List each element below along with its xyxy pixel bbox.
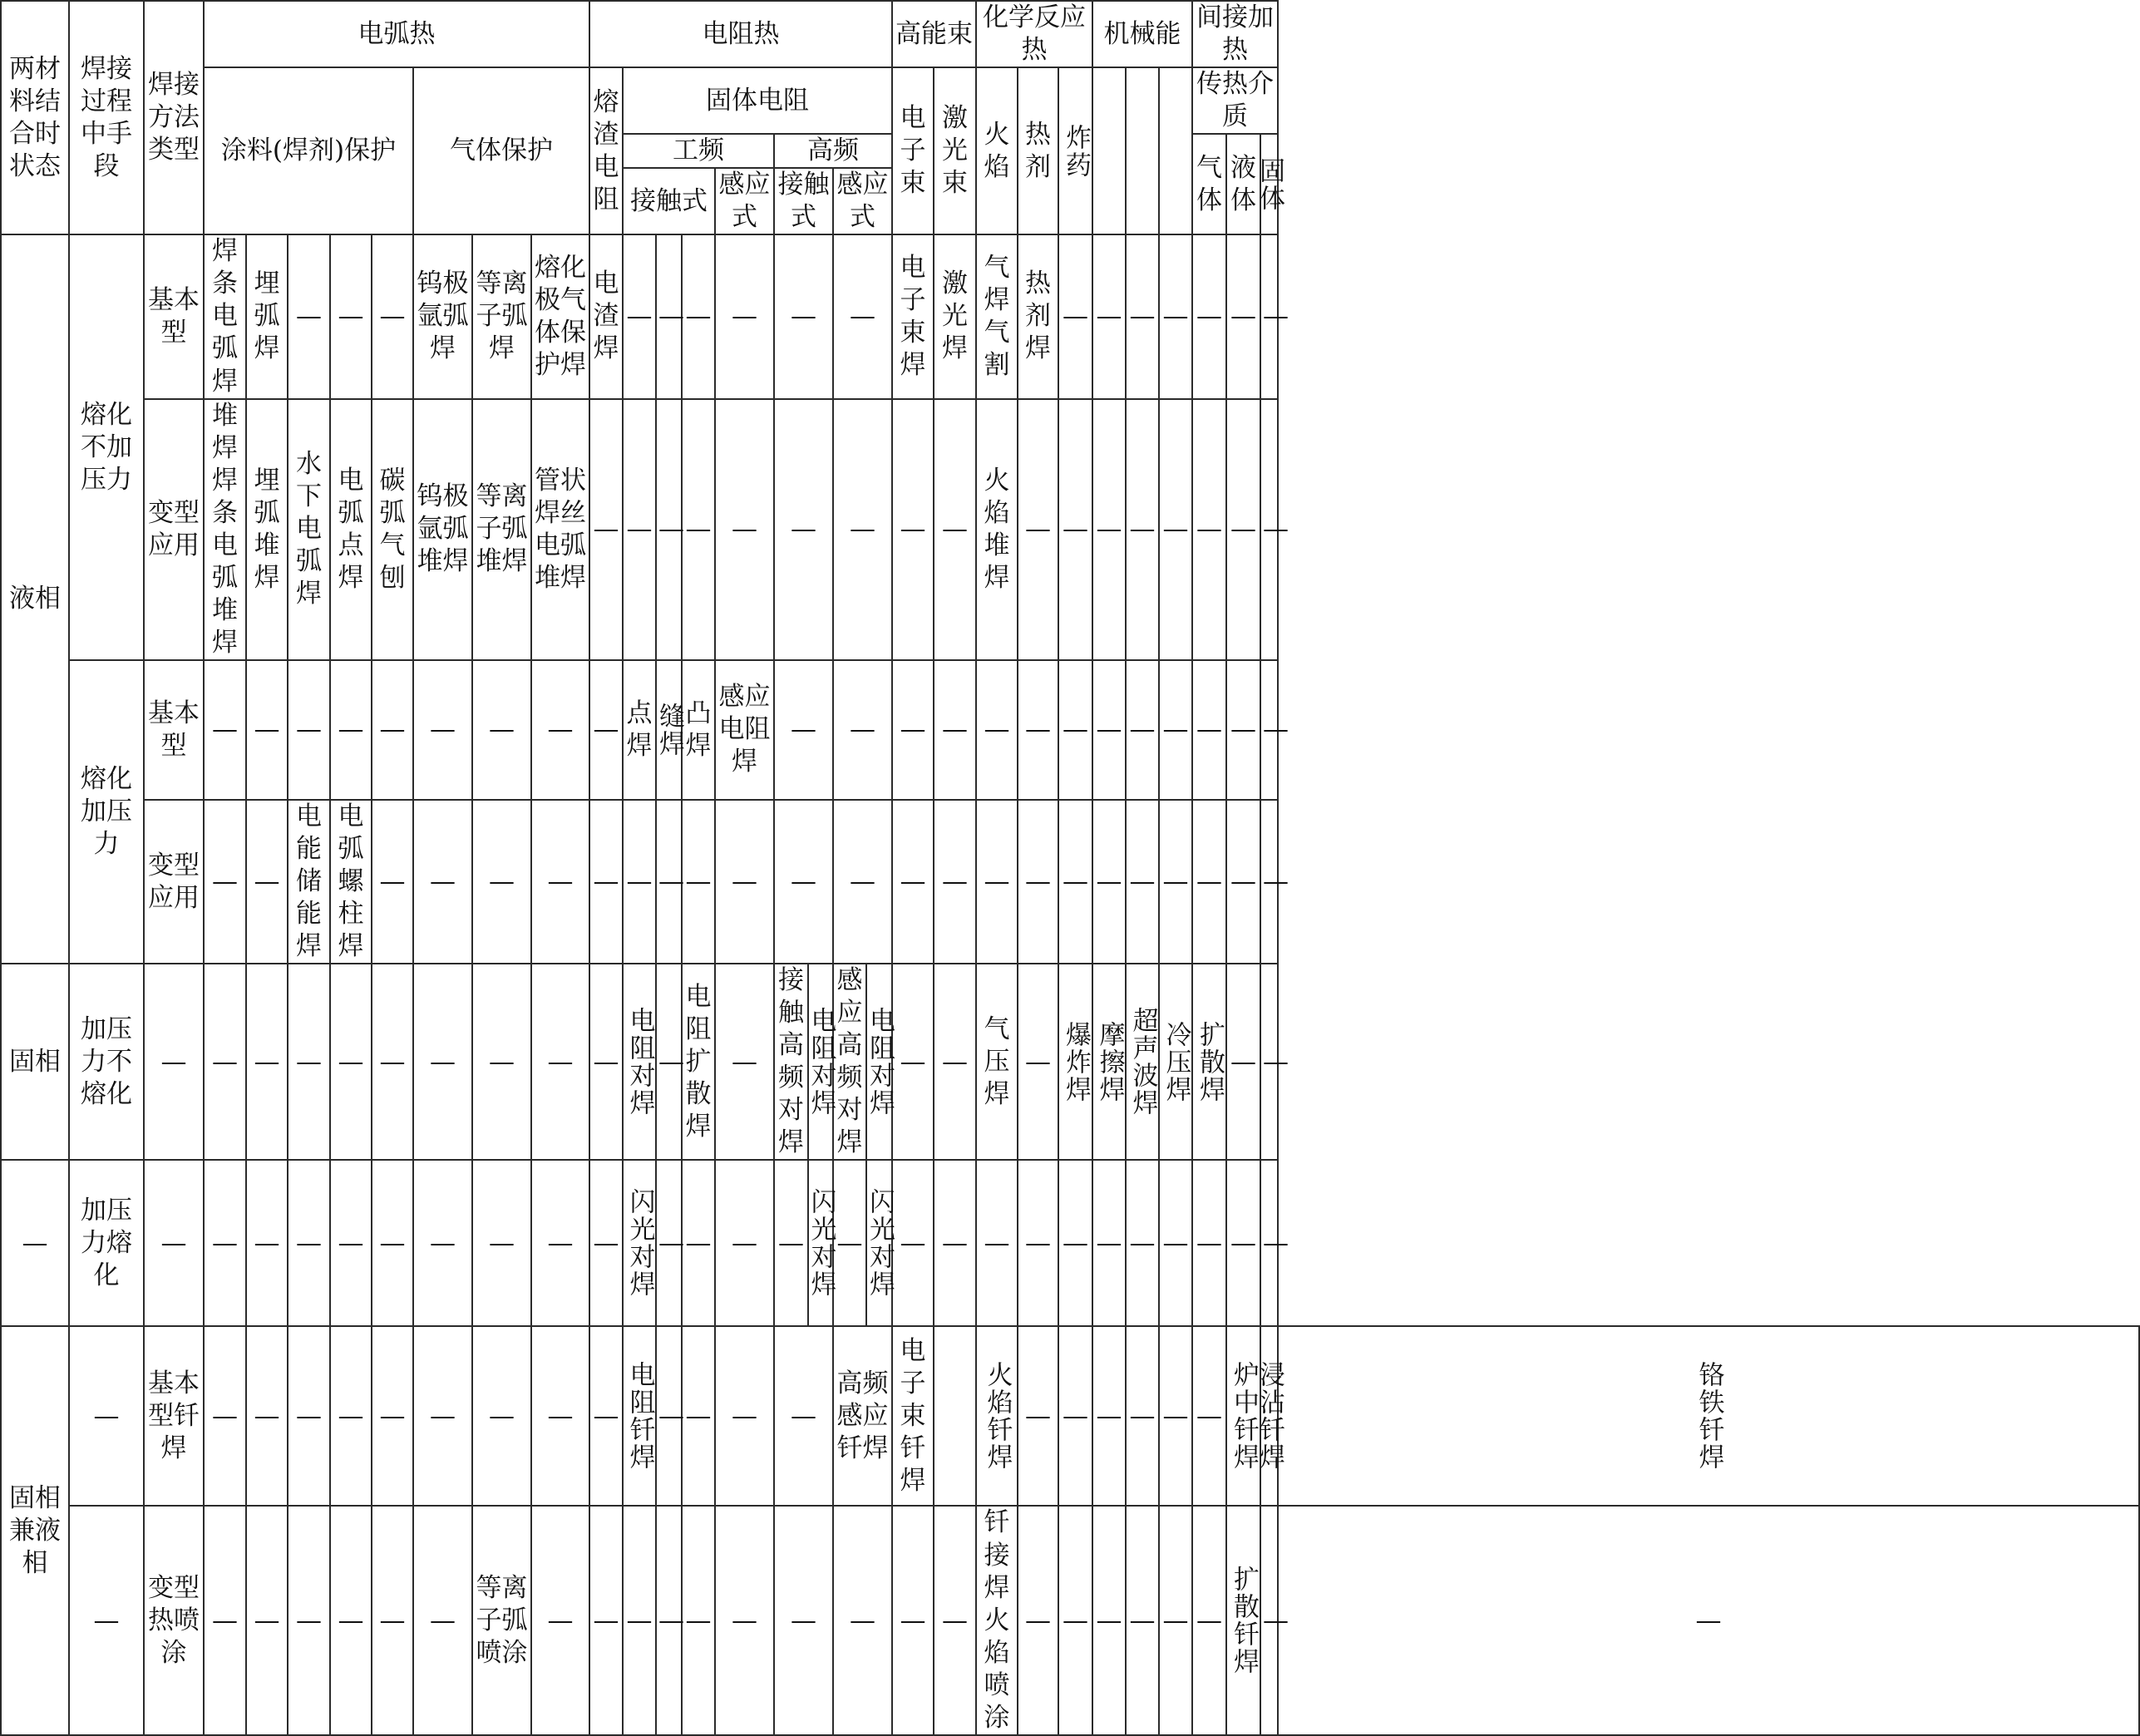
table-row	[1, 660, 2139, 800]
table-cell: —	[682, 800, 715, 964]
header-flame: 火焰	[976, 67, 1018, 234]
table-cell: —	[656, 964, 682, 1160]
table-cell: —	[1192, 660, 1226, 800]
table-cell: —	[413, 964, 472, 1160]
table-cell: —	[774, 660, 833, 800]
table-cell: —	[1159, 660, 1192, 800]
table-cell: —	[372, 660, 413, 800]
header-indirect: 间接加热	[1192, 1, 1278, 67]
table-cell: —	[656, 800, 682, 964]
header-mechanical: 机械能	[1092, 1, 1192, 67]
table-cell: —	[976, 800, 1018, 964]
table-cell: —	[1260, 800, 1278, 964]
table-cell: —	[1058, 1160, 1092, 1326]
table-cell: —	[1159, 1506, 1192, 1734]
table-cell: —	[246, 1506, 288, 1734]
table-cell: —	[288, 1506, 330, 1734]
table-cell: —	[246, 660, 288, 800]
table-cell: 堆焊焊条电弧堆焊	[204, 399, 246, 660]
table-cell: 感应高频对焊	[833, 964, 866, 1160]
table-cell: 电阻对焊	[808, 964, 833, 1160]
table-cell: —	[715, 399, 774, 660]
table-cell: —	[774, 399, 833, 660]
table-cell: 电子束焊	[892, 234, 934, 398]
table-cell: —	[330, 1160, 372, 1326]
table-cell: —	[288, 234, 330, 398]
table-cell: —	[330, 1506, 372, 1734]
table-cell: —	[330, 964, 372, 1160]
table-cell: —	[330, 660, 372, 800]
table-cell: 热剂焊	[1018, 234, 1058, 398]
table-cell: —	[589, 660, 623, 800]
table-cell: —	[774, 1326, 833, 1506]
group-melt-no-pressure: 熔化不加压力	[69, 234, 144, 660]
table-cell: 凸焊	[682, 660, 715, 800]
table-cell: —	[892, 1160, 934, 1326]
table-cell: 气压焊	[976, 964, 1018, 1160]
table-cell: —	[1092, 399, 1126, 660]
table-cell: —	[246, 1160, 288, 1326]
row-type: 变型应用	[144, 800, 204, 964]
table-cell: —	[892, 660, 934, 800]
table-cell: —	[1192, 1326, 1226, 1506]
table-cell: —	[1226, 399, 1260, 660]
table-cell: —	[246, 964, 288, 1160]
table-cell: —	[288, 964, 330, 1160]
table-cell: —	[715, 234, 774, 398]
table-cell: 火焰钎焊	[976, 1326, 1018, 1506]
table-cell: —	[330, 1326, 372, 1506]
table-cell: —	[204, 800, 246, 964]
table-cell: 电阻对焊	[623, 964, 656, 1160]
table-cell: —	[531, 1326, 589, 1506]
table-cell: 摩擦焊	[1092, 964, 1126, 1160]
table-cell: —	[1018, 399, 1058, 660]
table-cell: —	[715, 964, 774, 1160]
table-cell: 火焰堆焊	[976, 399, 1018, 660]
table-cell: —	[1018, 1326, 1058, 1506]
header-state: 两材料结合时状态	[1, 1, 69, 234]
table-row	[1, 964, 2139, 1160]
row-type: 基本型	[144, 234, 204, 398]
header-medium: 传热介质	[1192, 67, 1278, 134]
table-cell: —	[623, 1506, 656, 1734]
table-cell: —	[413, 1326, 472, 1506]
table-cell: —	[472, 964, 531, 1160]
table-cell: —	[833, 1160, 866, 1326]
table-cell: —	[1126, 1326, 1159, 1506]
table-row	[1, 234, 2139, 398]
table-cell: —	[1159, 1160, 1192, 1326]
table-cell: 浸沾钎焊	[1260, 1326, 1278, 1506]
table-cell: —	[1278, 1506, 2139, 1734]
table-cell: —	[623, 399, 656, 660]
table-cell: —	[833, 800, 892, 964]
table-cell: 等离子弧焊	[472, 234, 531, 398]
table-cell: —	[1058, 1506, 1092, 1734]
table-cell: —	[774, 800, 833, 964]
table-cell: —	[372, 1506, 413, 1734]
header-medium-solid: 固体	[1260, 134, 1278, 234]
table-cell: —	[1192, 1506, 1226, 1734]
table-cell: —	[1192, 800, 1226, 964]
table-cell: —	[1260, 1160, 1278, 1326]
header-induction-power: 感应式	[715, 168, 774, 234]
table-cell: 冷压焊	[1159, 964, 1192, 1160]
table-cell: —	[1018, 660, 1058, 800]
table-cell: —	[715, 1160, 774, 1326]
table-cell: —	[656, 1506, 682, 1734]
table-cell: —	[472, 1160, 531, 1326]
table-cell: —	[413, 660, 472, 800]
table-cell: —	[892, 1506, 934, 1734]
table-cell: —	[589, 1506, 623, 1734]
table-cell: —	[682, 234, 715, 398]
table-row	[1, 1506, 2139, 1734]
table-cell: 爆炸焊	[1058, 964, 1092, 1160]
table-cell: —	[288, 1326, 330, 1506]
table-cell: —	[934, 660, 976, 800]
header-coated: 涂料(焊剂)保护	[204, 67, 413, 234]
table-cell: —	[1092, 1506, 1126, 1734]
table-cell: 碳弧气刨	[372, 399, 413, 660]
table-cell: 电阻对焊	[866, 964, 892, 1160]
group-liquid: 液相	[1, 234, 69, 964]
table-cell: 水下电弧焊	[288, 399, 330, 660]
header-slag: 熔渣电阻	[589, 67, 623, 234]
table-cell: —	[1260, 964, 1278, 1160]
header-resistance-heat: 电阻热	[589, 1, 892, 67]
table-cell: 等离子弧堆焊	[472, 399, 531, 660]
header-laser: 激光束	[934, 67, 976, 234]
table-cell: —	[656, 1326, 682, 1506]
table-cell: —	[1159, 800, 1192, 964]
table-cell: —	[682, 1160, 715, 1326]
row-type: —	[144, 1160, 204, 1326]
table-cell: —	[774, 234, 833, 398]
table-cell: —	[1192, 1160, 1226, 1326]
table-cell: 感应电阻焊	[715, 660, 774, 800]
header-gas: 气体保护	[413, 67, 589, 234]
header-type: 焊接方法类型	[144, 1, 204, 234]
table-cell: —	[1058, 234, 1092, 398]
table-cell: —	[976, 1160, 1018, 1326]
table-cell: —	[682, 399, 715, 660]
table-cell: —	[623, 234, 656, 398]
table-cell: —	[1159, 234, 1192, 398]
header-thermit: 热剂	[1018, 67, 1058, 234]
table-cell: —	[472, 660, 531, 800]
group-pressure-no-melt: 加压力不熔化	[69, 964, 144, 1160]
table-cell: —	[934, 1506, 976, 1734]
table-cell: —	[1018, 800, 1058, 964]
header-contact-power: 接触式	[623, 168, 715, 234]
table-cell: —	[1192, 399, 1226, 660]
table-cell: —	[531, 1506, 589, 1734]
table-cell: —	[372, 1160, 413, 1326]
table-cell: —	[413, 1506, 472, 1734]
header-contact-hf: 接触式	[774, 168, 833, 234]
table-cell: 闪光对焊	[808, 1160, 833, 1326]
table-cell: —	[589, 800, 623, 964]
table-cell: —	[774, 1506, 833, 1734]
table-cell: —	[246, 1326, 288, 1506]
table-cell: —	[1226, 800, 1260, 964]
table-cell: —	[1126, 234, 1159, 398]
table-cell: —	[1226, 964, 1260, 1160]
table-cell: —	[833, 399, 892, 660]
table-row	[1, 1326, 2139, 1506]
table-cell: 电渣焊	[589, 234, 623, 398]
table-cell: —	[372, 800, 413, 964]
table-cell: 埋弧焊	[246, 234, 288, 398]
table-cell: —	[715, 1326, 774, 1506]
table-cell: —	[372, 964, 413, 1160]
header-medium-liquid: 液体	[1226, 134, 1260, 234]
table-cell: —	[1092, 234, 1126, 398]
table-cell: 超声波焊	[1126, 964, 1159, 1160]
group-dash: —	[1, 1160, 69, 1326]
table-cell: —	[1126, 800, 1159, 964]
header-chemical: 化学反应热	[976, 1, 1092, 67]
header-explosive: 炸药	[1058, 67, 1092, 234]
table-cell: —	[1260, 1506, 1278, 1734]
table-cell: —	[1092, 800, 1126, 964]
table-cell: 闪光对焊	[623, 1160, 656, 1326]
table-cell: —	[204, 964, 246, 1160]
table-cell: —	[1018, 964, 1058, 1160]
table-cell: —	[1058, 399, 1092, 660]
table-cell: —	[1226, 234, 1260, 398]
table-cell: 高频感应钎焊	[833, 1326, 892, 1506]
table-cell: —	[1092, 1326, 1126, 1506]
table-cell: —	[531, 660, 589, 800]
header-high-energy: 高能束	[892, 1, 976, 67]
table-cell: —	[1092, 1160, 1126, 1326]
table-cell: 闪光对焊	[866, 1160, 892, 1326]
table-cell: —	[413, 1160, 472, 1326]
group-solid: 固相	[1, 964, 69, 1160]
table-cell: —	[656, 234, 682, 398]
table-cell: 炉中钎焊	[1226, 1326, 1260, 1506]
header-solid-resistance: 固体电阻	[623, 67, 892, 134]
table-cell: —	[531, 1160, 589, 1326]
header-induction-hf: 感应式	[833, 168, 892, 234]
table-cell: —	[976, 660, 1018, 800]
table-cell: —	[682, 1326, 715, 1506]
table-cell: —	[246, 800, 288, 964]
table-cell: —	[288, 1160, 330, 1326]
table-cell: —	[934, 800, 976, 964]
table-cell: 埋弧堆焊	[246, 399, 288, 660]
row-type: 基本型	[144, 660, 204, 800]
table-cell: 熔化极气体保护焊	[531, 234, 589, 398]
table-cell: 电阻钎焊	[623, 1326, 656, 1506]
table-cell: —	[1159, 1326, 1192, 1506]
header-medium-gas: 气体	[1192, 134, 1226, 234]
table-cell: 电弧螺柱焊	[330, 800, 372, 964]
table-cell: —	[623, 800, 656, 964]
table-cell: —	[1058, 1326, 1092, 1506]
table-cell: 电弧点焊	[330, 399, 372, 660]
header-power-freq: 工频	[623, 134, 774, 168]
header-ebeam: 电子束	[892, 67, 934, 234]
table-cell: —	[1126, 660, 1159, 800]
table-cell: —	[1260, 660, 1278, 800]
table-cell: —	[934, 399, 976, 660]
table-cell: —	[330, 234, 372, 398]
table-cell: —	[934, 1160, 976, 1326]
table-cell: 点焊	[623, 660, 656, 800]
table-cell: —	[589, 964, 623, 1160]
table-cell: —	[1018, 1506, 1058, 1734]
table-cell: —	[1260, 399, 1278, 660]
table-cell: —	[833, 660, 892, 800]
header-high-freq: 高频	[774, 134, 892, 168]
table-cell: —	[472, 1326, 531, 1506]
table-cell: 接触高频对焊	[774, 964, 808, 1160]
table-cell: —	[1126, 1160, 1159, 1326]
table-cell: —	[1058, 800, 1092, 964]
table-cell: —	[1126, 1506, 1159, 1734]
table-cell: 钎接焊火焰喷涂	[976, 1506, 1018, 1734]
table-cell: —	[204, 1160, 246, 1326]
table-cell: 焊条电弧焊	[204, 234, 246, 398]
row-means: —	[69, 1326, 144, 1506]
table-cell: —	[589, 399, 623, 660]
table-cell: 扩散钎焊	[1226, 1506, 1260, 1734]
table-cell: —	[892, 964, 934, 1160]
row-type: 基本型钎焊	[144, 1326, 204, 1506]
table-cell: —	[934, 964, 976, 1160]
table-cell: —	[1260, 234, 1278, 398]
table-cell: —	[1092, 660, 1126, 800]
table-cell: —	[656, 399, 682, 660]
table-cell: —	[1126, 399, 1159, 660]
table-cell: —	[288, 660, 330, 800]
table-row	[1, 399, 2139, 660]
table-cell: 钨极氩弧焊	[413, 234, 472, 398]
table-row	[1, 800, 2139, 964]
table-cell: —	[204, 1506, 246, 1734]
table-cell: 钨极氩弧堆焊	[413, 399, 472, 660]
table-cell: —	[1226, 660, 1260, 800]
table-cell: —	[531, 964, 589, 1160]
table-cell: —	[892, 399, 934, 660]
row-type: 变型应用	[144, 399, 204, 660]
row-type: 变型热喷涂	[144, 1506, 204, 1734]
table-cell: —	[715, 800, 774, 964]
row-type: —	[144, 964, 204, 1160]
table-cell: —	[715, 1506, 774, 1734]
table-cell: 激光焊	[934, 234, 976, 398]
group-pressure-melt: 加压力熔化	[69, 1160, 144, 1326]
table-cell: —	[833, 234, 892, 398]
table-cell: —	[372, 234, 413, 398]
table-cell: —	[589, 1326, 623, 1506]
table-cell: —	[1159, 399, 1192, 660]
row-means: —	[69, 1506, 144, 1734]
table-cell: 管状焊丝电弧堆焊	[531, 399, 589, 660]
table-cell: —	[531, 800, 589, 964]
table-cell: 铬铁钎焊	[1278, 1326, 2139, 1506]
table-cell: 等离子弧喷涂	[472, 1506, 531, 1734]
table-cell: —	[204, 1326, 246, 1506]
table-cell: —	[833, 1506, 892, 1734]
table-cell: —	[1226, 1160, 1260, 1326]
table-cell: —	[682, 1506, 715, 1734]
table-cell: —	[656, 1160, 682, 1326]
table-cell: —	[204, 660, 246, 800]
table-cell: —	[892, 800, 934, 964]
table-cell: —	[589, 1160, 623, 1326]
table-cell: —	[774, 1160, 808, 1326]
table-row	[1, 1160, 2139, 1326]
table-cell: —	[413, 800, 472, 964]
table-cell: 气焊气割	[976, 234, 1018, 398]
table-cell: 缝焊	[656, 660, 682, 800]
table-cell: —	[1018, 1160, 1058, 1326]
table-cell: 电能储能焊	[288, 800, 330, 964]
group-melt-pressure: 熔化加压力	[69, 660, 144, 964]
table-cell: —	[372, 1326, 413, 1506]
table-cell: 电子束钎焊	[892, 1326, 934, 1506]
table-cell: —	[1058, 660, 1092, 800]
table-cell: —	[472, 800, 531, 964]
group-solid-liquid: 固相兼液相	[1, 1326, 69, 1734]
header-means: 焊接过程中手段	[69, 1, 144, 234]
header-arc-heat: 电弧热	[204, 1, 589, 67]
table-cell: 扩散焊	[1192, 964, 1226, 1160]
table-cell: 电阻扩散焊	[682, 964, 715, 1160]
table-cell: —	[1192, 234, 1226, 398]
